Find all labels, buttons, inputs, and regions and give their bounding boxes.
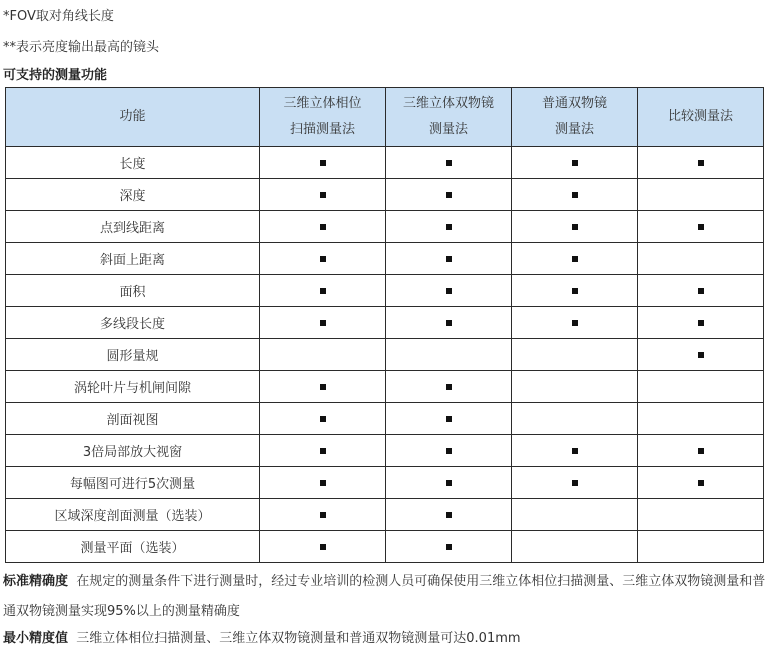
support-cell xyxy=(386,499,512,531)
header-comparison: 比较测量法 xyxy=(638,88,764,147)
min-accuracy-text: 三维立体相位扫描测量、三维立体双物镜测量和普通双物镜测量可达0.01mm xyxy=(76,631,521,646)
supported-mark-icon xyxy=(698,160,704,166)
supported-mark-icon xyxy=(698,288,704,294)
supported-mark-icon xyxy=(320,448,326,454)
support-cell xyxy=(386,275,512,307)
supported-mark-icon xyxy=(446,192,452,198)
support-cell xyxy=(260,467,386,499)
support-cell xyxy=(260,211,386,243)
feature-name-cell: 面积 xyxy=(6,275,260,307)
support-cell xyxy=(638,435,764,467)
header-normal-dual: 普通双物镜 测量法 xyxy=(512,88,638,147)
support-cell xyxy=(512,147,638,179)
support-cell xyxy=(386,307,512,339)
support-cell xyxy=(638,531,764,563)
table-row xyxy=(6,403,764,435)
supported-mark-icon xyxy=(446,416,452,422)
feature-name-cell: 多线段长度 xyxy=(6,307,260,339)
table-row xyxy=(6,435,764,467)
support-cell xyxy=(386,243,512,275)
header-stereo-dual: 三维立体双物镜 测量法 xyxy=(386,88,512,147)
support-cell xyxy=(260,339,386,371)
supported-mark-icon xyxy=(446,512,452,518)
section-title: 可支持的测量功能 xyxy=(3,68,108,83)
feature-name-cell: 斜面上距离 xyxy=(6,243,260,275)
support-cell xyxy=(512,435,638,467)
feature-name-cell: 剖面视图 xyxy=(6,403,260,435)
feature-name-cell: 3倍局部放大视窗 xyxy=(6,435,260,467)
support-cell xyxy=(386,147,512,179)
supported-mark-icon xyxy=(698,448,704,454)
supported-mark-icon xyxy=(320,544,326,550)
supported-mark-icon xyxy=(320,288,326,294)
supported-mark-icon xyxy=(572,192,578,198)
support-cell xyxy=(260,435,386,467)
support-cell xyxy=(260,403,386,435)
support-cell xyxy=(512,339,638,371)
support-cell xyxy=(386,371,512,403)
support-cell xyxy=(638,243,764,275)
support-cell xyxy=(386,531,512,563)
support-cell xyxy=(386,179,512,211)
feature-name-cell: 涡轮叶片与机闸间隙 xyxy=(6,371,260,403)
supported-mark-icon xyxy=(446,544,452,550)
supported-mark-icon xyxy=(572,160,578,166)
support-cell xyxy=(260,371,386,403)
supported-mark-icon xyxy=(572,448,578,454)
supported-mark-icon xyxy=(446,384,452,390)
support-cell xyxy=(512,243,638,275)
support-cell xyxy=(386,403,512,435)
supported-mark-icon xyxy=(446,480,452,486)
support-cell xyxy=(386,435,512,467)
measurement-feature-table xyxy=(5,87,764,563)
support-cell xyxy=(260,147,386,179)
support-cell xyxy=(638,339,764,371)
support-cell xyxy=(512,499,638,531)
supported-mark-icon xyxy=(698,320,704,326)
support-cell xyxy=(638,147,764,179)
supported-mark-icon xyxy=(572,256,578,262)
supported-mark-icon xyxy=(446,256,452,262)
header-feature: 功能 xyxy=(6,88,260,147)
support-cell xyxy=(512,371,638,403)
table-header-row xyxy=(6,88,764,147)
min-accuracy-label: 最小精度值 xyxy=(3,631,69,646)
support-cell xyxy=(512,531,638,563)
feature-name-cell: 圆形量规 xyxy=(6,339,260,371)
support-cell xyxy=(638,275,764,307)
support-cell xyxy=(638,467,764,499)
support-cell xyxy=(638,179,764,211)
supported-mark-icon xyxy=(572,224,578,230)
support-cell xyxy=(386,467,512,499)
support-cell xyxy=(386,211,512,243)
support-cell xyxy=(512,211,638,243)
support-cell xyxy=(512,467,638,499)
fov-note: *FOV取对角线长度 xyxy=(3,9,114,24)
support-cell xyxy=(638,211,764,243)
supported-mark-icon xyxy=(572,320,578,326)
table-row xyxy=(6,467,764,499)
feature-name-cell: 测量平面（选装） xyxy=(6,531,260,563)
min-accuracy-paragraph xyxy=(3,624,769,654)
table-row xyxy=(6,531,764,563)
supported-mark-icon xyxy=(320,480,326,486)
feature-name-cell: 每幅图可进行5次测量 xyxy=(6,467,260,499)
supported-mark-icon xyxy=(320,224,326,230)
accuracy-text: 在规定的测量条件下进行测量时，经过专业培训的检测人员可确保使用三维立体相位扫描测量、三维立体双物镜测量和普通双物镜测量实现95%以上的测量精确度 xyxy=(3,574,766,619)
support-cell xyxy=(260,499,386,531)
accuracy-paragraph xyxy=(3,567,769,627)
supported-mark-icon xyxy=(446,288,452,294)
support-cell xyxy=(260,307,386,339)
support-cell xyxy=(512,275,638,307)
supported-mark-icon xyxy=(446,224,452,230)
table-row xyxy=(6,147,764,179)
support-cell xyxy=(512,307,638,339)
supported-mark-icon xyxy=(320,256,326,262)
support-cell xyxy=(638,307,764,339)
table-row xyxy=(6,243,764,275)
table-body xyxy=(6,147,764,563)
supported-mark-icon xyxy=(320,384,326,390)
support-cell xyxy=(512,179,638,211)
table-row xyxy=(6,211,764,243)
supported-mark-icon xyxy=(572,288,578,294)
feature-name-cell: 区域深度剖面测量（选装） xyxy=(6,499,260,531)
support-cell xyxy=(260,531,386,563)
supported-mark-icon xyxy=(446,160,452,166)
brightest-lens-note: **表示亮度输出最高的镜头 xyxy=(3,40,160,55)
supported-mark-icon xyxy=(698,480,704,486)
table-row xyxy=(6,371,764,403)
support-cell xyxy=(386,339,512,371)
supported-mark-icon xyxy=(572,480,578,486)
support-cell xyxy=(512,403,638,435)
header-phase-scan: 三维立体相位 扫描测量法 xyxy=(260,88,386,147)
support-cell xyxy=(260,179,386,211)
supported-mark-icon xyxy=(320,192,326,198)
feature-name-cell: 点到线距离 xyxy=(6,211,260,243)
table-row xyxy=(6,339,764,371)
supported-mark-icon xyxy=(446,320,452,326)
supported-mark-icon xyxy=(698,224,704,230)
table-row xyxy=(6,499,764,531)
table-row xyxy=(6,275,764,307)
table-row xyxy=(6,307,764,339)
support-cell xyxy=(638,371,764,403)
support-cell xyxy=(638,403,764,435)
supported-mark-icon xyxy=(446,448,452,454)
support-cell xyxy=(260,275,386,307)
feature-name-cell: 深度 xyxy=(6,179,260,211)
supported-mark-icon xyxy=(320,512,326,518)
support-cell xyxy=(260,243,386,275)
table-row xyxy=(6,179,764,211)
support-cell xyxy=(638,499,764,531)
supported-mark-icon xyxy=(698,352,704,358)
supported-mark-icon xyxy=(320,160,326,166)
supported-mark-icon xyxy=(320,416,326,422)
feature-name-cell: 长度 xyxy=(6,147,260,179)
supported-mark-icon xyxy=(320,320,326,326)
accuracy-label: 标准精确度 xyxy=(3,574,69,589)
